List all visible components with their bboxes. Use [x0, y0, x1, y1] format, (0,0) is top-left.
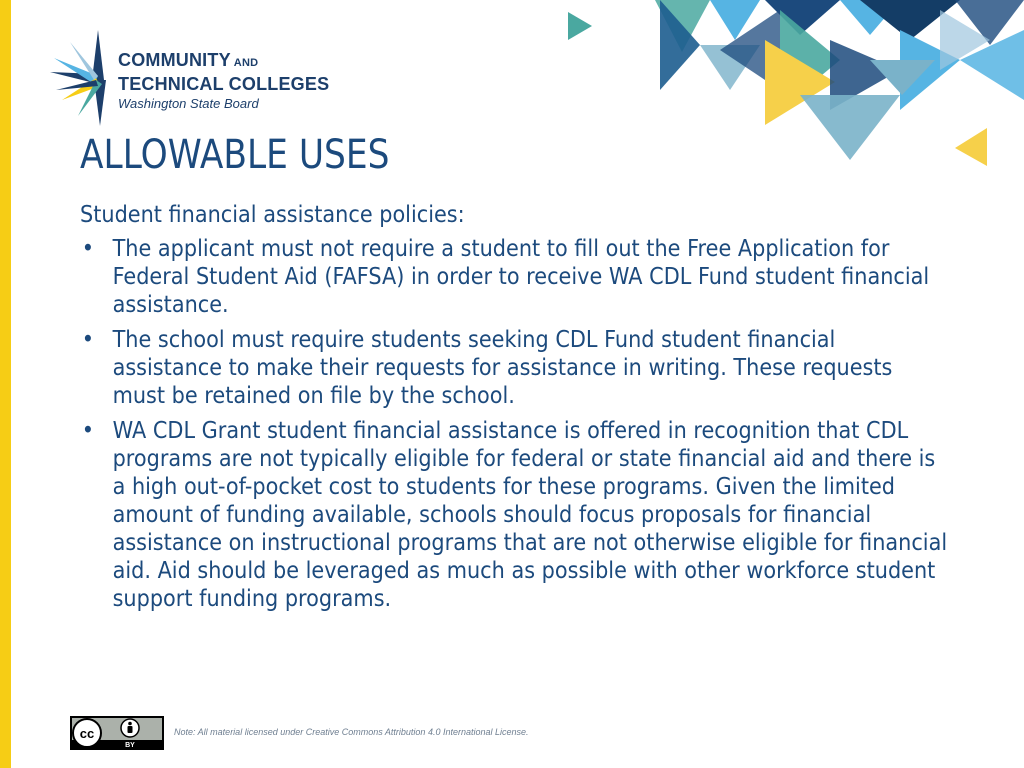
- logo-community-text: COMMUNITY: [118, 50, 231, 70]
- slide-body: [80, 201, 949, 620]
- list-item: [80, 235, 949, 319]
- license-note: Note: All material licensed under Creative Commons Attribution 4.0 International License.: [174, 727, 529, 737]
- by-text: BY: [125, 742, 135, 749]
- bullet-text: The applicant must not require a student to fill out the Free Application for Federal Student Aid (FAFSA) in order to receive WA CDL Fund student financial assistance.: [112, 236, 930, 318]
- logo-line-community: [118, 50, 329, 74]
- accent-left-bar: [0, 0, 11, 768]
- bullet-text: The school must require students seeking CDL Fund student financial assistance to make their requests for assistance in writing. These requests must be retained on file by the school.: [112, 327, 893, 409]
- bullet-marker: •: [81, 418, 95, 444]
- decorative-triangles-graphic: [560, 0, 1024, 175]
- ctc-starburst-logo-icon: [48, 28, 112, 128]
- ctc-logo-wordmark: [118, 50, 329, 113]
- cc-text: cc: [79, 726, 95, 741]
- creative-commons-by-badge[interactable]: [70, 716, 164, 750]
- policy-bullet-list: [80, 235, 949, 613]
- logo-and-text: AND: [233, 57, 259, 69]
- bullet-marker: •: [81, 327, 95, 353]
- bullet-text: WA CDL Grant student financial assistance is offered in recognition that CDL programs are not typically eligible for federal or state financial aid and there is a high out-of-pocket cost to students for these programs. Given the limited amount of funding available, schools should focus proposals for financial assistance on instructional programs that are not otherwise eligible for financial aid. Aid should be leveraged as much as possible with other workforce student support funding programs.: [112, 418, 948, 612]
- policies-intro: Student financial assistance policies:: [80, 202, 465, 228]
- logo-technical-colleges-text: TECHNICAL COLLEGES: [118, 74, 330, 94]
- bullet-marker: •: [81, 236, 95, 262]
- list-item: [80, 417, 949, 613]
- list-item: [80, 326, 949, 410]
- slide-title: ALLOWABLE USES: [80, 132, 390, 178]
- logo-state-board-text: Washington State Board: [118, 96, 259, 111]
